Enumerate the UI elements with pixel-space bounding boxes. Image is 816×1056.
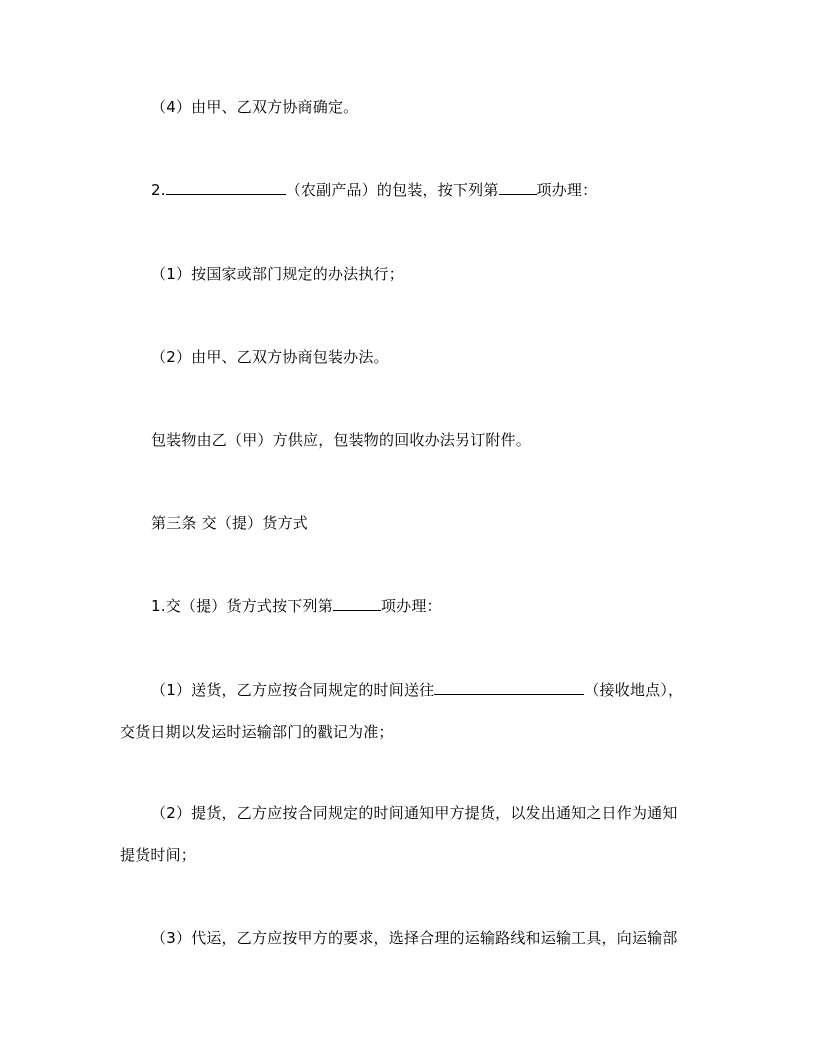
delivery-option-2-line1: （2）提货，乙方应按合同规定的时间通知甲方提货，以发出通知之日作为通知	[151, 804, 678, 822]
packaging-clause	[151, 180, 597, 200]
packaging-clause-prefix: 2.	[151, 181, 166, 199]
delivery-option-1-prefix: （1）送货，乙方应按合同规定的时间送往	[151, 681, 435, 699]
clause-item-4	[151, 97, 358, 117]
clause-item-4-text: （4）由甲、乙双方协商确定。	[151, 98, 359, 116]
product-name-blank[interactable]	[166, 180, 286, 195]
delivery-option-1-suffix: （接收地点），	[584, 681, 684, 699]
article-3-heading	[151, 513, 308, 533]
packaging-option-1	[151, 264, 404, 284]
packaging-clause-suffix: 项办理：	[536, 181, 598, 199]
packaging-supply	[151, 430, 531, 450]
packaging-option-2-text: （2）由甲、乙双方协商包装办法。	[151, 348, 389, 366]
delivery-option-2-line2: 提货时间；	[120, 846, 197, 864]
delivery-method-clause	[151, 596, 442, 616]
delivery-option-2-continued	[120, 845, 196, 865]
packaging-clause-middle: （农副产品）的包装，按下列第	[285, 181, 499, 199]
article-3-heading-text: 第三条 交（提）货方式	[151, 514, 308, 532]
delivery-option-1-continued	[120, 722, 394, 742]
delivery-option-3-text: （3）代运，乙方应按甲方的要求，选择合理的运输路线和运输工具，向运输部	[151, 929, 678, 947]
packaging-option-2	[151, 347, 389, 367]
packaging-option-1-text: （1）按国家或部门规定的办法执行；	[151, 265, 404, 283]
item-number-blank[interactable]	[499, 180, 537, 195]
packaging-supply-text: 包装物由乙（甲）方供应，包装物的回收办法另订附件。	[151, 431, 532, 449]
delivery-option-2	[151, 803, 678, 823]
delivery-item-blank[interactable]	[333, 596, 381, 611]
delivery-option-3	[151, 928, 678, 948]
receiving-location-blank[interactable]	[434, 680, 584, 695]
delivery-option-1-line2: 交货日期以发运时运输部门的戳记为准；	[120, 723, 394, 741]
delivery-option-1	[151, 680, 683, 700]
delivery-method-prefix: 1.交（提）货方式按下列第	[151, 597, 333, 615]
delivery-method-suffix: 项办理：	[380, 597, 442, 615]
